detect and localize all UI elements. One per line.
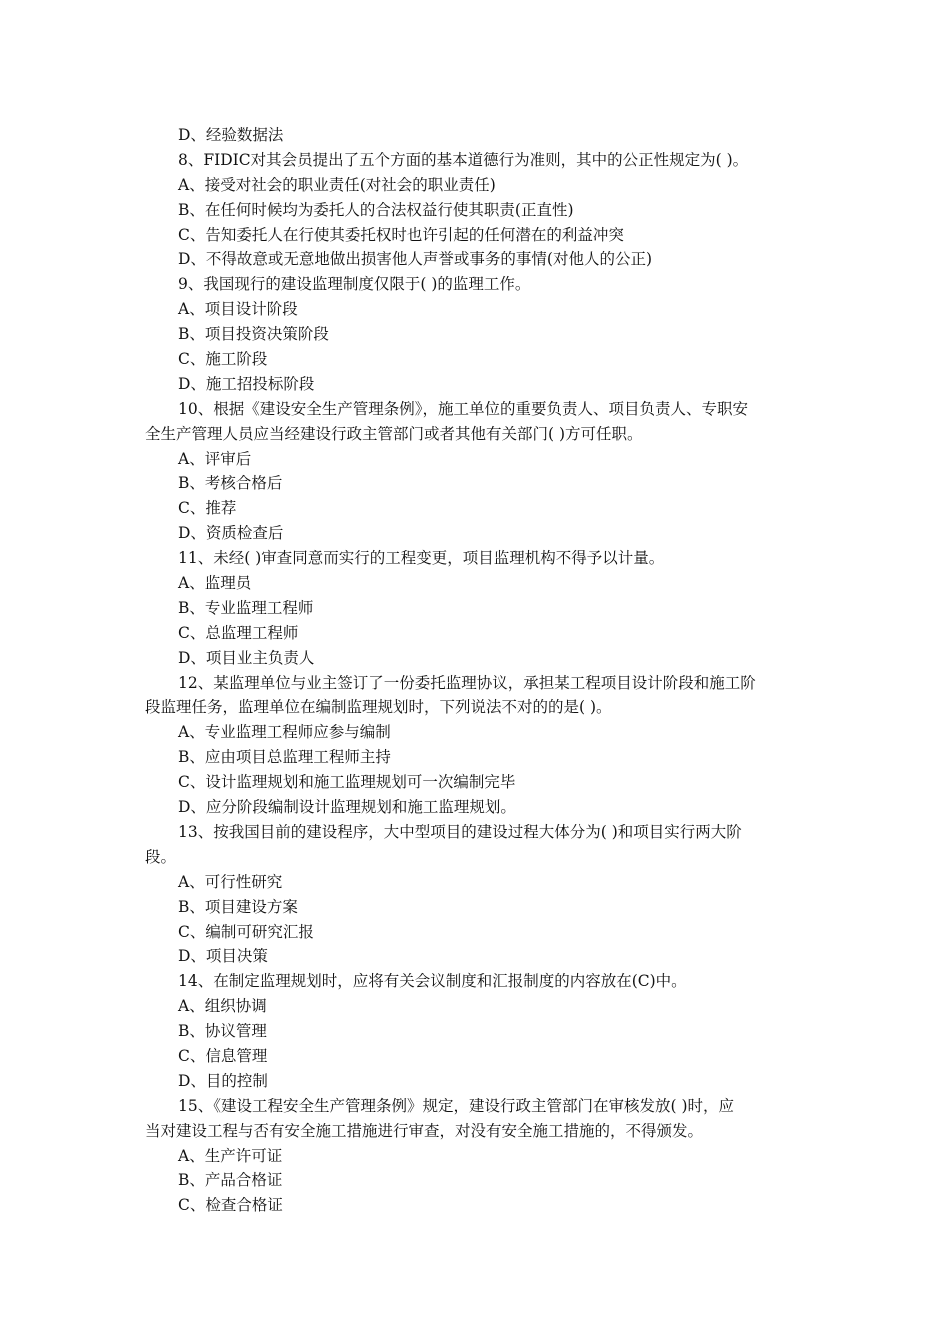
text-line: A、接受对社会的职业责任(对社会的职业责任) bbox=[178, 175, 496, 194]
text-line: B、产品合格证 bbox=[178, 1171, 283, 1190]
text-line: D、目的控制 bbox=[178, 1071, 268, 1090]
text-line: B、项目投资决策阶段 bbox=[178, 325, 329, 344]
text-line: 10、根据《建设安全生产管理条例》，施工单位的重要负责人、项目负责人、专职安 bbox=[178, 399, 748, 418]
text-line: D、项目决策 bbox=[178, 947, 268, 966]
text-line: B、应由项目总监理工程师主持 bbox=[178, 748, 391, 767]
text-line: B、专业监理工程师 bbox=[178, 598, 314, 617]
text-line: D、项目业主负责人 bbox=[178, 648, 315, 667]
text-line: D、经验数据法 bbox=[178, 126, 284, 144]
text-line: A、项目设计阶段 bbox=[178, 300, 298, 319]
text-line: B、考核合格后 bbox=[178, 474, 283, 493]
text-line: 11、未经( )审查同意而实行的工程变更，项目监理机构不得予以计量。 bbox=[178, 549, 665, 568]
text-line: C、检查合格证 bbox=[178, 1196, 283, 1215]
text-line: D、资质检查后 bbox=[178, 524, 284, 543]
text-line: D、不得故意或无意地做出损害他人声誉或事务的事情(对他人的公正) bbox=[178, 250, 653, 269]
text-line: 15、《建设工程安全生产管理条例》规定，建设行政主管部门在审核发放( )时，应 bbox=[178, 1096, 734, 1115]
text-line: 段监理任务，监理单位在编制监理规划时，下列说法不对的的是( )。 bbox=[145, 698, 612, 717]
text-line: 9、我国现行的建设监理制度仅限于( )的监理工作。 bbox=[178, 275, 531, 294]
text-line: 当对建设工程与否有安全施工措施进行审查，对没有安全施工措施的，不得颁发。 bbox=[145, 1121, 704, 1140]
text-line: C、推荐 bbox=[178, 499, 237, 518]
text-line: 12、某监理单位与业主签订了一份委托监理协议，承担某工程项目设计阶段和施工阶 bbox=[178, 673, 756, 692]
text-line: C、设计监理规划和施工监理规划可一次编制完毕 bbox=[178, 773, 516, 792]
text-line: 全生产管理人员应当经建设行政主管部门或者其他有关部门( )方可任职。 bbox=[145, 424, 643, 443]
text-line: D、应分阶段编制设计监理规划和施工监理规划。 bbox=[178, 798, 516, 817]
text-line: A、组织协调 bbox=[178, 997, 267, 1016]
text-line: B、在任何时候均为委托人的合法权益行使其职责(正直性) bbox=[178, 200, 574, 219]
document-page bbox=[145, 123, 805, 1218]
text-line: A、生产许可证 bbox=[178, 1146, 283, 1165]
text-line: A、专业监理工程师应参与编制 bbox=[178, 723, 391, 742]
text-line: C、施工阶段 bbox=[178, 350, 268, 369]
text-line: C、告知委托人在行使其委托权时也许引起的任何潜在的利益冲突 bbox=[178, 225, 624, 244]
text-line: B、项目建设方案 bbox=[178, 897, 298, 916]
text-line: C、信息管理 bbox=[178, 1046, 268, 1065]
text-line: 段。 bbox=[145, 847, 177, 866]
text-line: A、评审后 bbox=[178, 449, 252, 468]
text-line: B、协议管理 bbox=[178, 1022, 267, 1041]
text-line: A、监理员 bbox=[178, 574, 252, 593]
text-line: A、可行性研究 bbox=[178, 872, 283, 891]
text-line: 14、在制定监理规划时，应将有关会议制度和汇报制度的内容放在(C)中。 bbox=[178, 972, 687, 991]
text-line: 8、FIDIC对其会员提出了五个方面的基本道德行为准则，其中的公正性规定为( )。 bbox=[178, 150, 749, 169]
text-line: C、总监理工程师 bbox=[178, 623, 299, 642]
text-line: C、编制可研究汇报 bbox=[178, 922, 314, 941]
text-line: D、施工招投标阶段 bbox=[178, 374, 315, 393]
text-line: 13、按我国目前的建设程序，大中型项目的建设过程大体分为( )和项目实行两大阶 bbox=[178, 822, 742, 841]
